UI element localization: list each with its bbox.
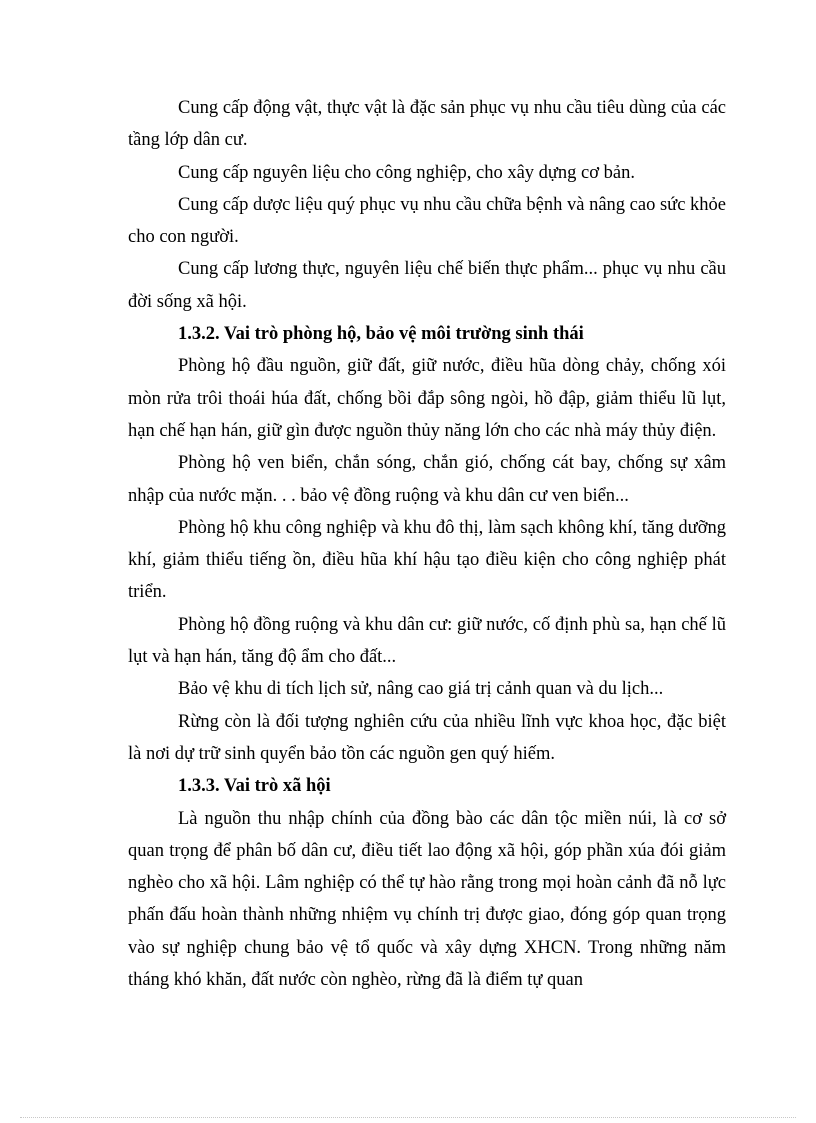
paragraph-watershed-protection: Phòng hộ đầu nguồn, giữ đất, giữ nước, điều hũa dòng chảy, chống xói mòn rửa trôi thoái húa đất, chống bồi đắp sông ngòi, hồ đập, giảm thiểu lũ lụt, hạn chế hạn hán, giữ gìn được nguồn thủy năng lớn cho các nhà máy thủy điện.: [128, 356, 726, 441]
paragraph-medicinal-supply: Cung cấp dược liệu quý phục vụ nhu cầu chữa bệnh và nâng cao sức khỏe cho con người.: [128, 194, 726, 248]
paragraph-urban-protection: Phòng hộ khu công nghiệp và khu đô thị, làm sạch không khí, tăng dưỡng khí, giảm thiểu tiếng ồn, điều hũa khí hậu tạo điều kiện cho công nghiệp phát triển.: [128, 517, 726, 603]
paragraph-heritage-protection: Bảo vệ khu di tích lịch sử, nâng cao giá trị cảnh quan và du lịch...: [178, 679, 664, 700]
page-bottom-divider: [20, 1117, 796, 1118]
paragraph-food-supply: Cung cấp lương thực, nguyên liệu chế biến thực phẩm... phục vụ nhu cầu đời sống xã hội.: [128, 259, 726, 312]
paragraph-coastal-protection: Phòng hộ ven biển, chắn sóng, chắn gió, chống cát bay, chống sự xâm nhập của nước mặn. . . bảo vệ đồng ruộng và khu dân cư ven biển...: [128, 453, 726, 506]
section-heading-1-3-3: 1.3.3. Vai trò xã hội: [178, 776, 331, 797]
document-page: [128, 92, 726, 996]
paragraph-industrial-materials: Cung cấp nguyên liệu cho công nghiệp, cho xây dựng cơ bản.: [178, 162, 636, 183]
paragraph-field-protection: Phòng hộ đồng ruộng và khu dân cư: giữ nước, cố định phù sa, hạn chế lũ lụt và hạn hán, tăng độ ẩm cho đất...: [128, 614, 726, 668]
paragraph-research-biosphere: Rừng còn là đối tượng nghiên cứu của nhiều lĩnh vực khoa học, đặc biệt là nơi dự trữ sinh quyển bảo tồn các nguồn gen quý hiếm.: [128, 711, 726, 764]
paragraph-social-role: Là nguồn thu nhập chính của đồng bào các dân tộc miền núi, là cơ sở quan trọng để phân bố dân cư, điều tiết lao động xã hội, góp phần xúa đói giảm nghèo cho xã hội. Lâm nghiệp có thể tự hào rằng trong mọi hoàn cảnh đã nỗ lực phấn đấu hoàn thành những nhiệm vụ chính trị được giao, đóng góp quan trọng vào sự nghiệp chung bảo vệ tổ quốc và xây dựng XHCN. Trong những năm tháng khó khăn, đất nước còn nghèo, rừng đã là điểm tự quan: [128, 808, 726, 991]
section-heading-1-3-2: 1.3.2. Vai trò phòng hộ, bảo vệ môi trường sinh thái: [178, 324, 584, 345]
paragraph-animal-plant-supply: Cung cấp động vật, thực vật là đặc sản phục vụ nhu cầu tiêu dùng của các tầng lớp dân cư.: [128, 98, 726, 151]
